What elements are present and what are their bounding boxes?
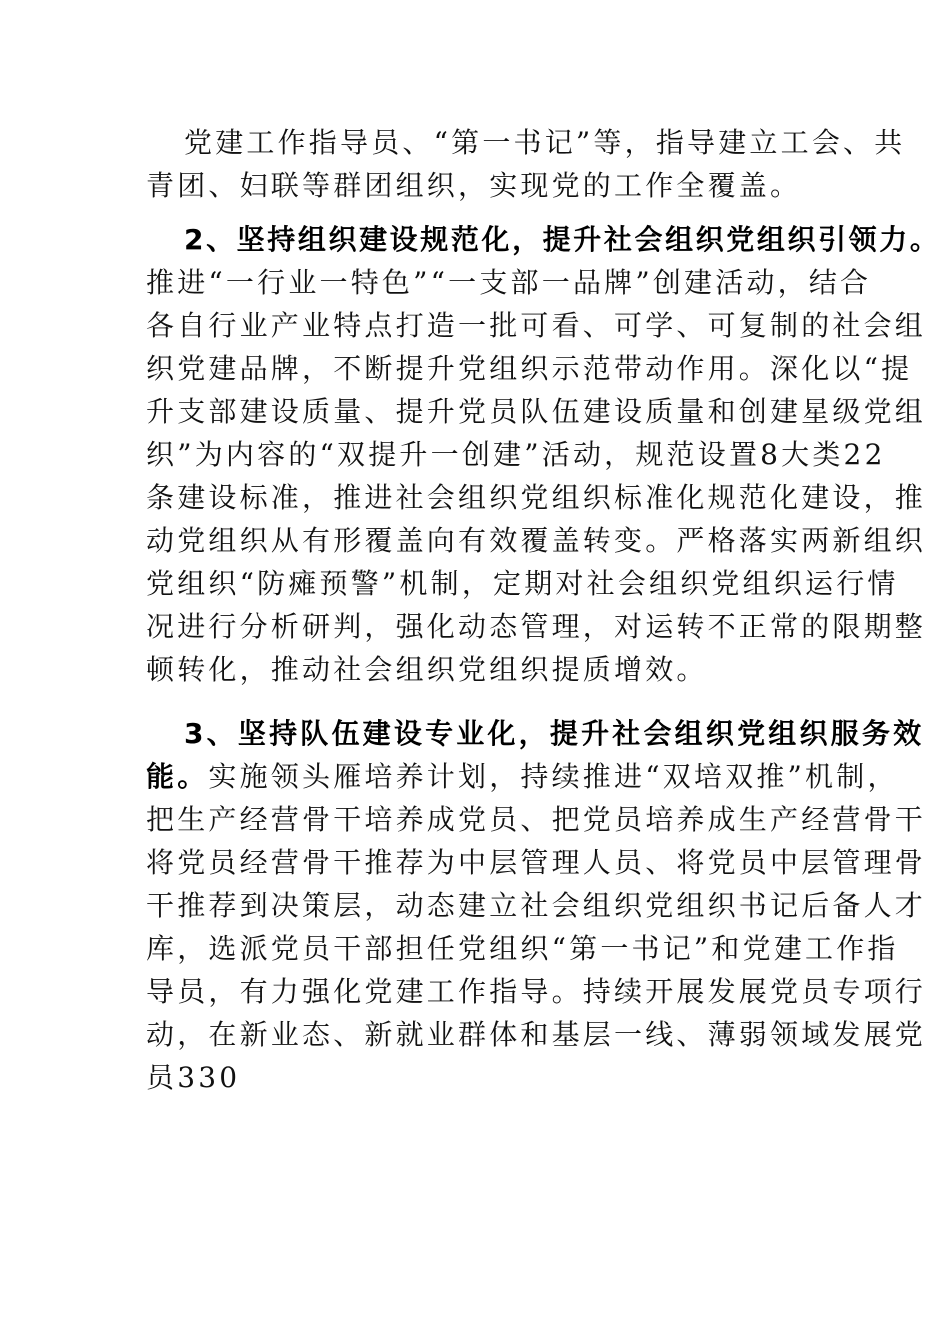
paragraph-line: 员330 bbox=[146, 1061, 241, 1094]
paragraph-line: 升支部建设质量、提升党员队伍建设质量和创建星级党组 bbox=[146, 395, 927, 428]
section-3-heading: 3、坚持队伍建设专业化，提升社会组织党组织服务效 bbox=[184, 717, 925, 750]
section-2-heading: 2、坚持组织建设规范化，提升社会组织党组织引领力。 bbox=[184, 223, 941, 256]
paragraph-line: 动党组织从有形覆盖向有效覆盖转变。严格落实两新组织 bbox=[146, 524, 927, 557]
section-3-heading-continuation bbox=[146, 759, 899, 795]
paragraph-line: 党组织“防瘫预警”机制，定期对社会组织党组织运行情 bbox=[146, 567, 899, 600]
paragraph-line: 将党员经营骨干推荐为中层管理人员、将党员中层管理骨 bbox=[146, 846, 927, 879]
paragraph-line: 导员，有力强化党建工作指导。持续开展发展党员专项行 bbox=[146, 975, 927, 1008]
paragraph-line: 动，在新业态、新就业群体和基层一线、薄弱领域发展党 bbox=[146, 1018, 927, 1051]
paragraph-line: 织党建品牌，不断提升党组织示范带动作用。深化以“提 bbox=[146, 352, 913, 385]
paragraph-line: 各自行业产业特点打造一批可看、可学、可复制的社会组 bbox=[146, 309, 927, 342]
paragraph-line: 顿转化，推动社会组织党组织提质增效。 bbox=[146, 653, 708, 686]
paragraph-line: 推进“一行业一特色”“一支部一品牌”创建活动，结合 bbox=[146, 266, 872, 299]
paragraph-line: 库，选派党员干部担任党组织“第一书记”和党建工作指 bbox=[146, 932, 899, 965]
section-3-heading-end: 能。 bbox=[146, 760, 209, 793]
paragraph-line: 条建设标准，推进社会组织党组织标准化规范化建设，推 bbox=[146, 481, 927, 514]
paragraph-line: 青团、妇联等群团组织，实现党的工作全覆盖。 bbox=[146, 169, 802, 202]
paragraph-line: 党建工作指导员、“第一书记”等，指导建立工会、共 bbox=[184, 126, 906, 159]
paragraph-line: 织”为内容的“双提升一创建”活动，规范设置8大类22 bbox=[146, 438, 886, 471]
paragraph-line: 况进行分析研判，强化动态管理，对运转不正常的限期整 bbox=[146, 610, 927, 643]
paragraph-line: 干推荐到决策层，动态建立社会组织党组织书记后备人才 bbox=[146, 889, 927, 922]
paragraph-line: 把生产经营骨干培养成党员、把党员培养成生产经营骨干 bbox=[146, 803, 927, 836]
paragraph-text: 实施领头雁培养计划，持续推进“双培双推”机制， bbox=[208, 760, 899, 793]
